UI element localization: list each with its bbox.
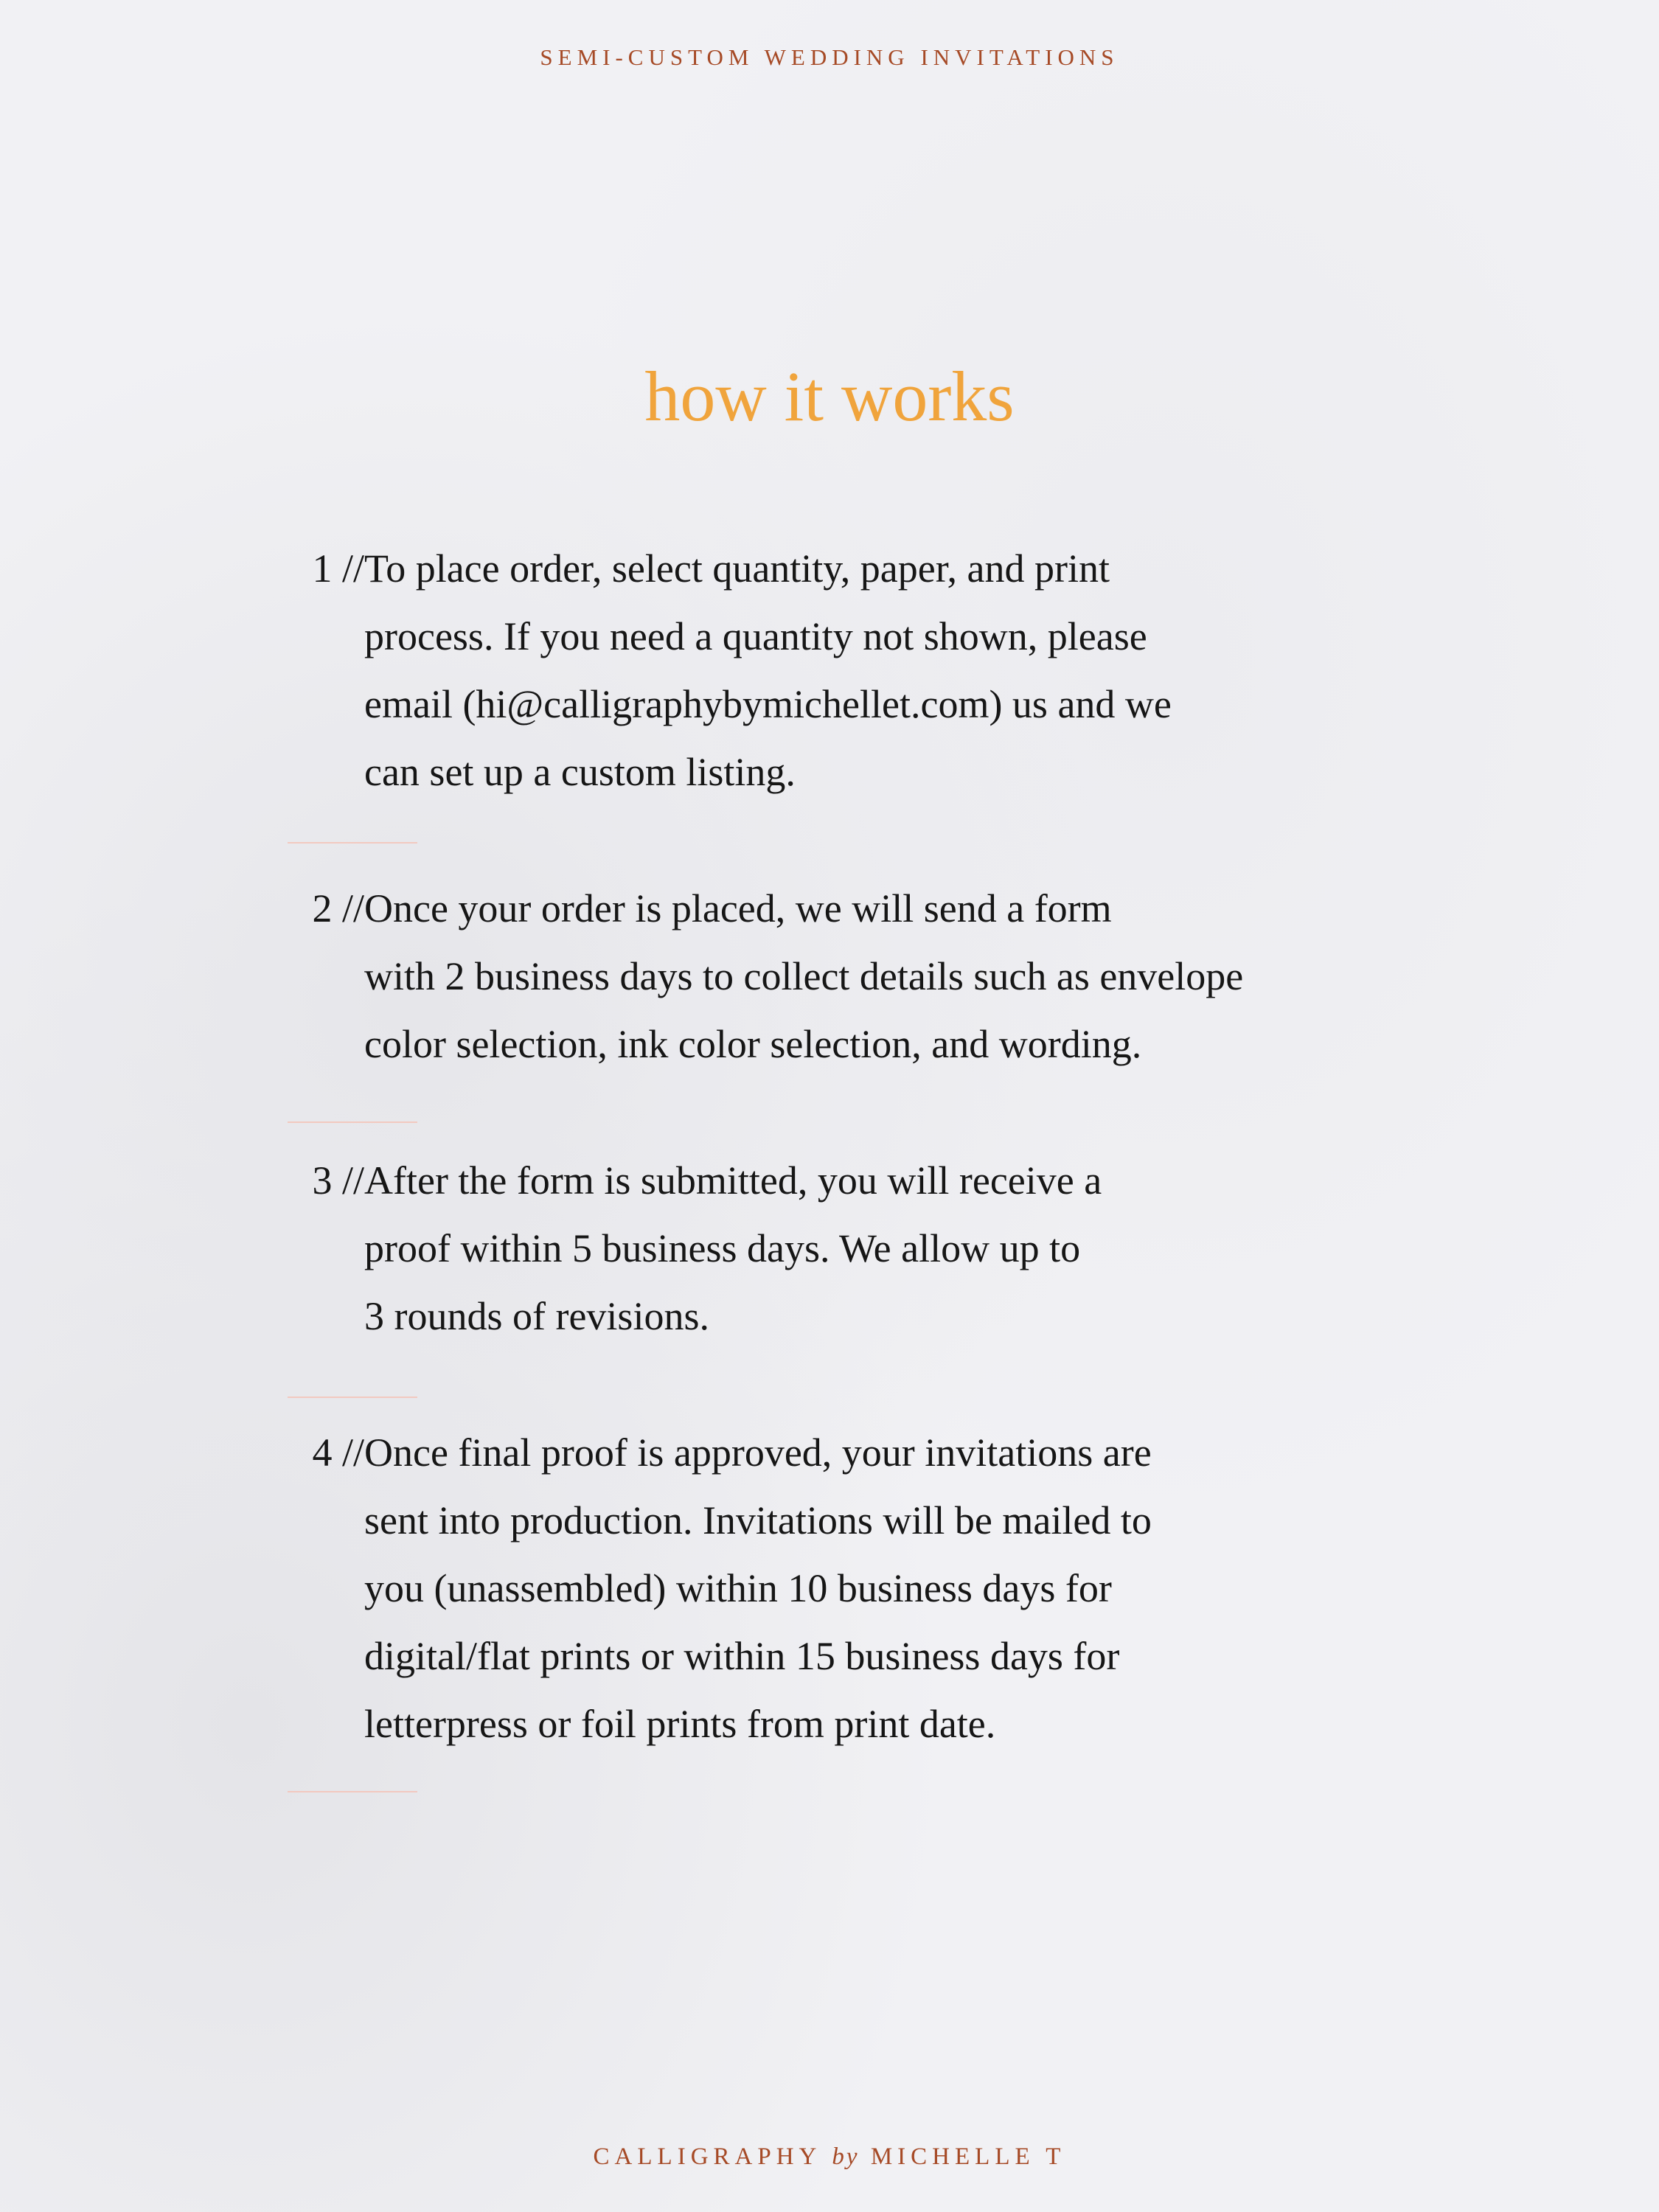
step-line: letterpress or foil prints from print date. [364, 1702, 996, 1746]
step-line: Once final proof is approved, your invitations are [364, 1430, 1152, 1475]
step-line: with 2 business days to collect details such as envelope [364, 954, 1244, 998]
step-line: color selection, ink color selection, and wording. [364, 1022, 1142, 1066]
brand-by: by [832, 2143, 860, 2170]
brand-part: CALLIGRAPHY [593, 2143, 821, 2170]
divider [288, 1121, 417, 1123]
step-line: you (unassembled) within 10 business days for [364, 1566, 1112, 1610]
divider [288, 1397, 417, 1398]
step-line: sent into production. Invitations will be mailed to [364, 1498, 1152, 1543]
page-title: how it works [644, 357, 1015, 436]
divider [288, 1791, 417, 1792]
step-number: 2 // [312, 886, 364, 931]
step-line: After the form is submitted, you will receive a [364, 1158, 1102, 1203]
step-number: 3 // [312, 1158, 364, 1203]
divider [288, 842, 417, 844]
step-line: digital/flat prints or within 15 business days for [364, 1634, 1120, 1678]
step-line: can set up a custom listing. [364, 750, 796, 794]
step-line: To place order, select quantity, paper, and print [364, 546, 1110, 591]
brand-name: MICHELLE T [870, 2143, 1066, 2170]
header-tagline: SEMI-CUSTOM WEDDING INVITATIONS [540, 44, 1119, 70]
footer-brand [0, 2143, 1659, 2171]
step-line: process. If you need a quantity not shown, please [364, 614, 1147, 658]
step-line: 3 rounds of revisions. [364, 1294, 709, 1338]
step-line: email (hi@calligraphybymichellet.com) us and we [364, 682, 1172, 726]
step-number: 4 // [312, 1430, 364, 1475]
step-number: 1 // [312, 546, 364, 591]
step-line: proof within 5 business days. We allow up to [364, 1226, 1081, 1270]
step-line: Once your order is placed, we will send a form [364, 886, 1112, 931]
